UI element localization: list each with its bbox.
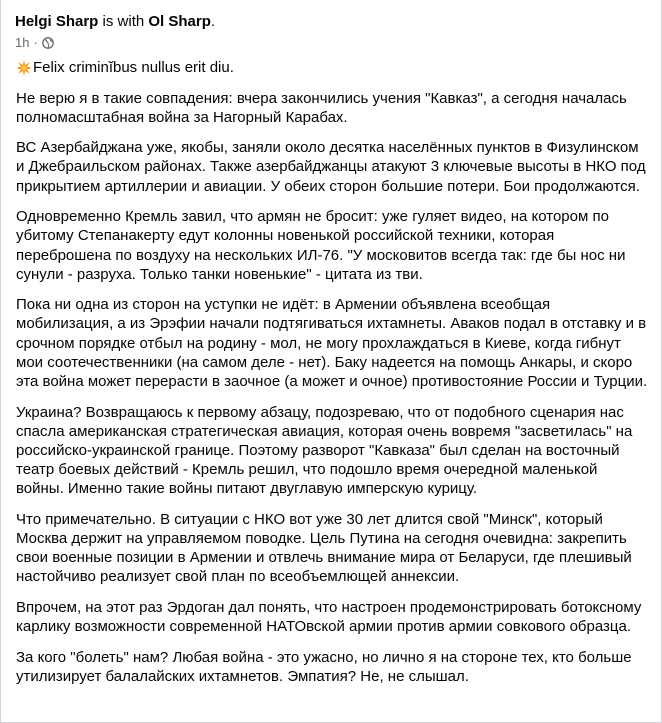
globe-icon[interactable] [42, 37, 54, 49]
post-header [15, 12, 647, 51]
meta-separator: · [33, 35, 38, 50]
post-paragraph: За кого "болеть" нам? Любая война - это ужасно, но лично я на стороне тех, кто больше утилизирует балалайских ихтамнетов. Эмпатия? Не, не слышал. [16, 648, 632, 685]
author-name-link[interactable]: Helgi Sharp [15, 13, 99, 30]
post-paragraph: Пока ни одна из сторон на уступки не идёт: в Армении объявлена всеобщая мобилизация, а из Эрэфии начали подтягиваться ихтамнеты. Аваков подал в отставку и в срочном порядке отбыл на родину - мол, не могу прохлаждаться в Киеве, когда гибнут мои соотечественники (на самом деле - нет). Баку надеется на помощь Анкары, и скоро эта война может перерасти в заочное (а может и очное) противостояние России и Турции. [16, 296, 648, 391]
post-paragraph [16, 58, 648, 77]
author-line-period: . [210, 13, 216, 30]
tagged-person-link[interactable]: Ol Sharp [148, 13, 211, 30]
post-paragraph: Впрочем, на этот раз Эрдоган дал понять, что настроен продемонстрировать ботоксному карлику возможности современной НАТОвской армии против армии совкового образца. [16, 598, 642, 636]
post-paragraph: ВС Азербайджана уже, якобы, заняли около десятка населённых пунктов в Физулинском и Джебраильском районах. Также азербайджанцы атакуют 3 ключевые высоты в НКО под прикрытием артиллерии и авиации. У обеих сторон большие потери. Бои продолжаются. [16, 139, 646, 195]
post-meta [15, 35, 647, 51]
post-paragraph: Украина? Возвращаюсь к первому абзацу, подозреваю, что от подобного сценария нас спасла американская стратегическая авиация, которая очень вовремя "засветилась" на российско-украинской границе. Поэтому разворот "Кавказа" был сделан на восточный театр боевых действий - Кремль решил, что подошло время очередной маленькой войны. Именно такие войны питают двуглавую имперскую курицу. [16, 403, 633, 498]
post-timestamp-link[interactable]: 1h [15, 35, 30, 50]
post-paragraph-text: Felix criminĭbus nullus erit diu. [33, 59, 234, 76]
with-connector-text: is with [102, 13, 145, 30]
post-paragraph: Одновременно Кремль завил, что армян не бросит: уже гуляет видео, на котором по убитому Степанакерту едут колонны новенькой российской техники, которая переброшена по воздуху на нескольких ИЛ-76. "У московитов всегда так: где бы нос ни сунули - разруха. Только танки новенькие" - цитата из тви. [16, 208, 626, 283]
collision-burst-icon [16, 60, 32, 76]
post-body [16, 58, 648, 697]
post-author-line [15, 12, 647, 32]
post-paragraph: Что примечательно. В ситуации с НКО вот уже 30 лет длится свой "Минск", который Москва держит на управляемом поводке. Цель Путина на сегодня очевидна: закрепить свои военные позиции в Армении и отвлечь внимание мира от Беларуси, где плешивый настойчиво реализует свой план по всеобъемлющей аннексии. [16, 510, 632, 586]
post-paragraph: Не верю я в такие совпадения: вчера закончились учения "Кавказ", а сегодня началась полномасштабная война за Нагорный Карабах. [16, 89, 627, 126]
